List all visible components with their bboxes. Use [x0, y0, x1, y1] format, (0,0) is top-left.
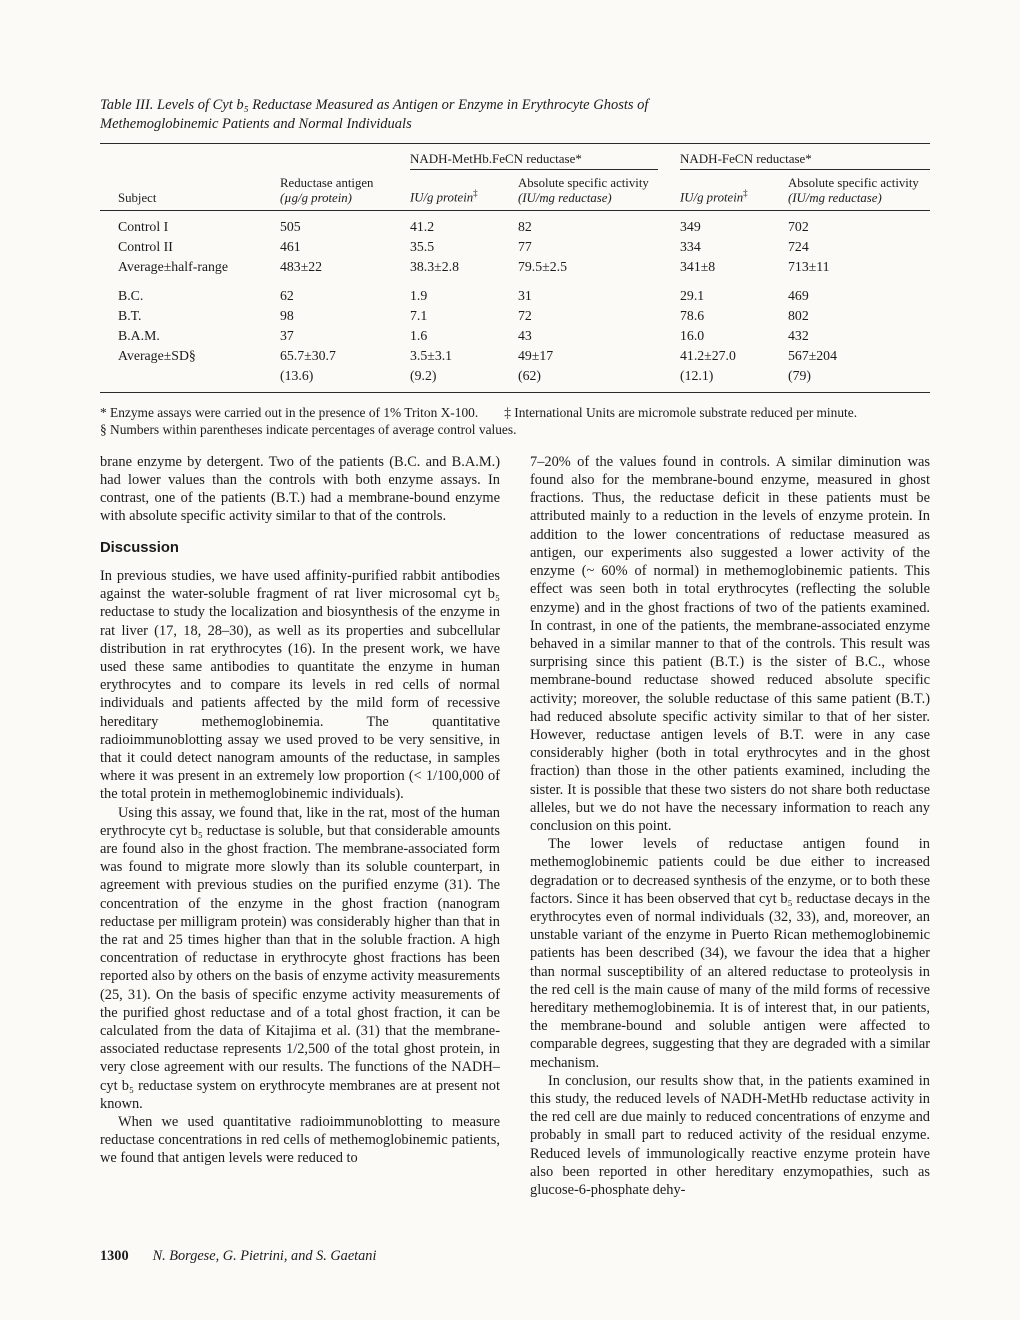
paragraph-continuation-right: 7–20% of the values found in controls. A similar diminution was found also for the membrane-bound enzyme, measured in ghost fractions. Thus, the reductase deficit in these patients must be attributed mainly to a reduction in the levels of enzyme protein. In addition to the lower concentrations of reductase measured as antigen, our experiments also suggested a lower activity of the enzyme (~ 60% of normal) in methemoglobinemic patients. This effect was seen both in total erythrocytes (reflecting the soluble enzyme) and in the ghost fractions of two of the patients examined. In contrast, in one of the patients, the membrane-associated enzyme behaved in a similar manner to that of the controls. This result was surprising since this patient (B.T.) is the sister of B.C., whose membrane-bound reductase showed reduced absolute specific activity; moreover, the soluble reductase of this same patient (B.T.) had reduced absolute specific activity similar to that of her sister. However, reductase antigen levels of B.T. were in any case considerably higher (both in total erythrocytes and in the ghost fraction) than those in the other patients examined, including the sister. It is possible that these two sisters do not share both reductase alleles, but we do not have the necessary information to reach any conclusion on this point.: [530, 453, 930, 834]
group-header-methb: NADH-MetHb.FeCN reductase*: [410, 151, 658, 170]
running-authors: N. Borgese, G. Pietrini, and S. Gaetani: [152, 1248, 377, 1264]
table-cell: 65.7±30.7: [280, 347, 336, 363]
col-header-activity-1: [518, 170, 680, 211]
table-cell: 702: [788, 219, 809, 235]
col-header-antigen-unit: (µg/g protein): [280, 190, 352, 205]
table-cell: 341±8: [680, 259, 716, 275]
table-cell: 505: [280, 219, 301, 235]
table-cell: (79): [788, 365, 930, 392]
table-cell: 38.3±2.8: [410, 259, 459, 275]
paragraph-continuation-left: brane enzyme by detergent. Two of the patients (B.C. and B.A.M.) had lower values than the controls with both enzyme assays. In contrast, one of the patients (B.T.) had a membrane-bound enzyme with absolute specific activity similar to that of the controls.: [100, 453, 500, 525]
footnote-mark-dagger: ‡: [473, 188, 478, 199]
table-cell: 79.5±2.5: [518, 259, 567, 275]
col-header-antigen: [280, 170, 410, 211]
table-cell: 29.1: [680, 287, 705, 303]
table-caption: Table III. Levels of Cyt b₅ Reductase Measured as Antigen or Enzyme in Erythrocyte Ghosts of Methemoglobinemic Patients and Normal Individuals: [100, 97, 649, 132]
col-header-antigen-label: Reductase antigen: [280, 176, 374, 190]
table-cell: 713±11: [788, 259, 830, 275]
table-cell: 567±204: [788, 347, 837, 363]
row-subject: Average±SD§: [118, 347, 196, 363]
left-column: [100, 453, 500, 1199]
row-subject: [100, 365, 280, 392]
table-footnotes: [100, 404, 930, 439]
group-header-spacer: [100, 144, 410, 171]
table-cell: 35.5: [410, 239, 435, 255]
table-cell: 802: [788, 307, 809, 323]
row-subject: B.A.M.: [118, 327, 160, 343]
page-number: 1300: [100, 1248, 129, 1264]
table-cell: 349: [680, 219, 701, 235]
col-header-iu-2-label: IU/g protein: [680, 190, 744, 205]
page-footer: [100, 1248, 376, 1265]
table-cell: 37: [280, 327, 294, 343]
row-subject: B.T.: [118, 307, 142, 323]
table-cell: (13.6): [280, 365, 410, 392]
group-header-fecn-cell: [680, 144, 930, 171]
discussion-heading: Discussion: [100, 539, 179, 556]
table-cell: 49±17: [518, 347, 554, 363]
row-subject: Control II: [118, 239, 173, 255]
table-cell: 31: [518, 287, 532, 303]
table-column-header-row: [100, 170, 930, 211]
table-cell: (9.2): [410, 365, 518, 392]
table-iii: [100, 143, 930, 393]
table-cell: 3.5±3.1: [410, 347, 453, 363]
footnote-mark-dagger: ‡: [743, 188, 748, 199]
table-row: [100, 345, 930, 365]
table-cell: 483±22: [280, 259, 323, 275]
table-group-header-row: [100, 144, 930, 171]
table-cell: (12.1): [680, 365, 788, 392]
table-cell: 43: [518, 327, 532, 343]
table-cell: 7.1: [410, 307, 428, 323]
col-header-activity-2-label: Absolute specific activity: [788, 176, 919, 190]
table-cell: 334: [680, 239, 701, 255]
col-header-activity-1-label: Absolute specific activity: [518, 176, 649, 190]
table-row: [100, 277, 930, 306]
table-cell: 461: [280, 239, 301, 255]
table-cell: 469: [788, 287, 809, 303]
col-header-activity-1-unit: (IU/mg reductase): [518, 190, 612, 205]
table-row: [100, 365, 930, 392]
table-cell: 432: [788, 327, 809, 343]
table-cell: 82: [518, 219, 532, 235]
table-cell: 724: [788, 239, 809, 255]
group-header-fecn: NADH-FeCN reductase*: [680, 151, 930, 170]
table-cell: 16.0: [680, 327, 705, 343]
row-subject: B.C.: [118, 287, 144, 303]
table-cell: 1.9: [410, 287, 428, 303]
table-row: [100, 237, 930, 257]
discussion-paragraph-3: When we used quantitative radioimmunoblotting to measure reductase concentrations in red cells of methemoglobinemic patients, we found that antigen levels were reduced to: [100, 1113, 500, 1167]
discussion-paragraph-4: The lower levels of reductase antigen found in methemoglobinemic patients could be due either to increased degradation or to decreased synthesis of the enzyme, or to both these factors. Since it has been observed that cyt b₅ reductase decays in the erythrocytes even of normal individuals (32, 33), and, moreover, an unstable variant of the enzyme in Puerto Rican methemoglobinemic patients has been described (34), we favour the idea that a higher than normal susceptibility of an altered reductase to proteolysis in the red cell is the main cause of many of the mild forms of recessive hereditary methemoglobinemia. It is of interest that, in our patients, the membrane-bound and soluble antigen were affected to comparable degrees, suggesting that they are degraded with a similar mechanism.: [530, 836, 930, 1071]
footnote-line-1: [100, 404, 930, 422]
table-cell: 1.6: [410, 327, 428, 343]
table-cell: 72: [518, 307, 532, 323]
group-header-methb-cell: [410, 144, 680, 171]
table-cell: 77: [518, 239, 532, 255]
table-cell: (62): [518, 365, 680, 392]
table-cell: 41.2: [410, 219, 435, 235]
right-column: [530, 453, 930, 1199]
table-row: [100, 325, 930, 345]
footnote-line-2: § Numbers within parentheses indicate percentages of average control values.: [100, 422, 517, 438]
footnote-units: ‡ International Units are micromole substrate reduced per minute.: [504, 404, 858, 420]
col-header-iu-1-label: IU/g protein: [410, 190, 474, 205]
discussion-paragraph-1: In previous studies, we have used affinity-purified rabbit antibodies against the water-soluble fragment of rat liver microsomal cyt b₅ reductase to study the localization and biosynthesis of the enzyme in rat liver (17, 18, 28–30), as well as its properties and subcellular distribution in rat erythrocytes (16). In the present work, we have used these same antibodies to quantitate the enzyme in human erythrocytes and to compare its levels in red cells of normal individuals and patients affected by the mild form of recessive hereditary methemoglobinemia. The quantitative radioimmunoblotting assay we used proved to be very sensitive, in that it could detect nanogram amounts of the reductase, in samples where it was present in an extremely low proportion (< 1/100,000 of the total protein in methemoglobinemic individuals).: [100, 567, 500, 803]
table-iii-section: [100, 96, 930, 439]
table-row: [100, 211, 930, 237]
col-header-activity-2-unit: (IU/mg reductase): [788, 190, 882, 205]
discussion-paragraph-5: In conclusion, our results show that, in the patients examined in this study, the reduced levels of NADH-MetHb reductase activity in the red cell are due mainly to reduced concentrations of enzyme and probably in small part to reduced activity of the residual enzyme. Reduced levels of immunologically reactive enzyme protein have also been reported in other hereditary enzymopathies, such as glucose-6-phosphate dehy-: [530, 1072, 930, 1198]
table-cell: 41.2±27.0: [680, 347, 736, 363]
discussion-paragraph-2: Using this assay, we found that, like in the rat, most of the human erythrocyte cyt b₅ reductase is soluble, but that considerable amounts are found also in the ghost fraction. The membrane-associated form was found to migrate more slowly than its soluble counterpart, in agreement with previous studies on the purified enzyme (31). The concentration of the enzyme in the ghost fraction (nanogram reductase per milligram protein) was considerably higher than that in the rat and 25 times higher than that in the soluble fraction. A high concentration of reductase in erythrocyte ghost fractions has been reported also by others on the basis of enzyme activity measurements (25, 31). On the basis of specific enzyme activity measurements of the purified ghost reductase and of a total ghost fraction, it can be calculated from the data of Kitajima et al. (31) that the membrane-associated reductase represents 1/2,500 of the total ghost protein, in very close agreement with our results. The functions of the NADH–cyt b₅ reductase system on erythrocyte membranes are at present not known.: [100, 804, 500, 1112]
table-row: [100, 305, 930, 325]
table-cell: 98: [280, 307, 294, 323]
table-cell: 62: [280, 287, 294, 303]
row-subject: Average±half-range: [118, 259, 228, 275]
table-row: [100, 257, 930, 277]
table-cell: 78.6: [680, 307, 705, 323]
col-header-iu-1: [410, 170, 518, 211]
body-text: [100, 453, 930, 1199]
col-header-iu-2: [680, 170, 788, 211]
col-header-activity-2: [788, 170, 930, 211]
col-header-subject: Subject: [100, 170, 280, 211]
row-subject: Control I: [118, 219, 169, 235]
footnote-triton: * Enzyme assays were carried out in the presence of 1% Triton X-100.: [100, 404, 479, 420]
